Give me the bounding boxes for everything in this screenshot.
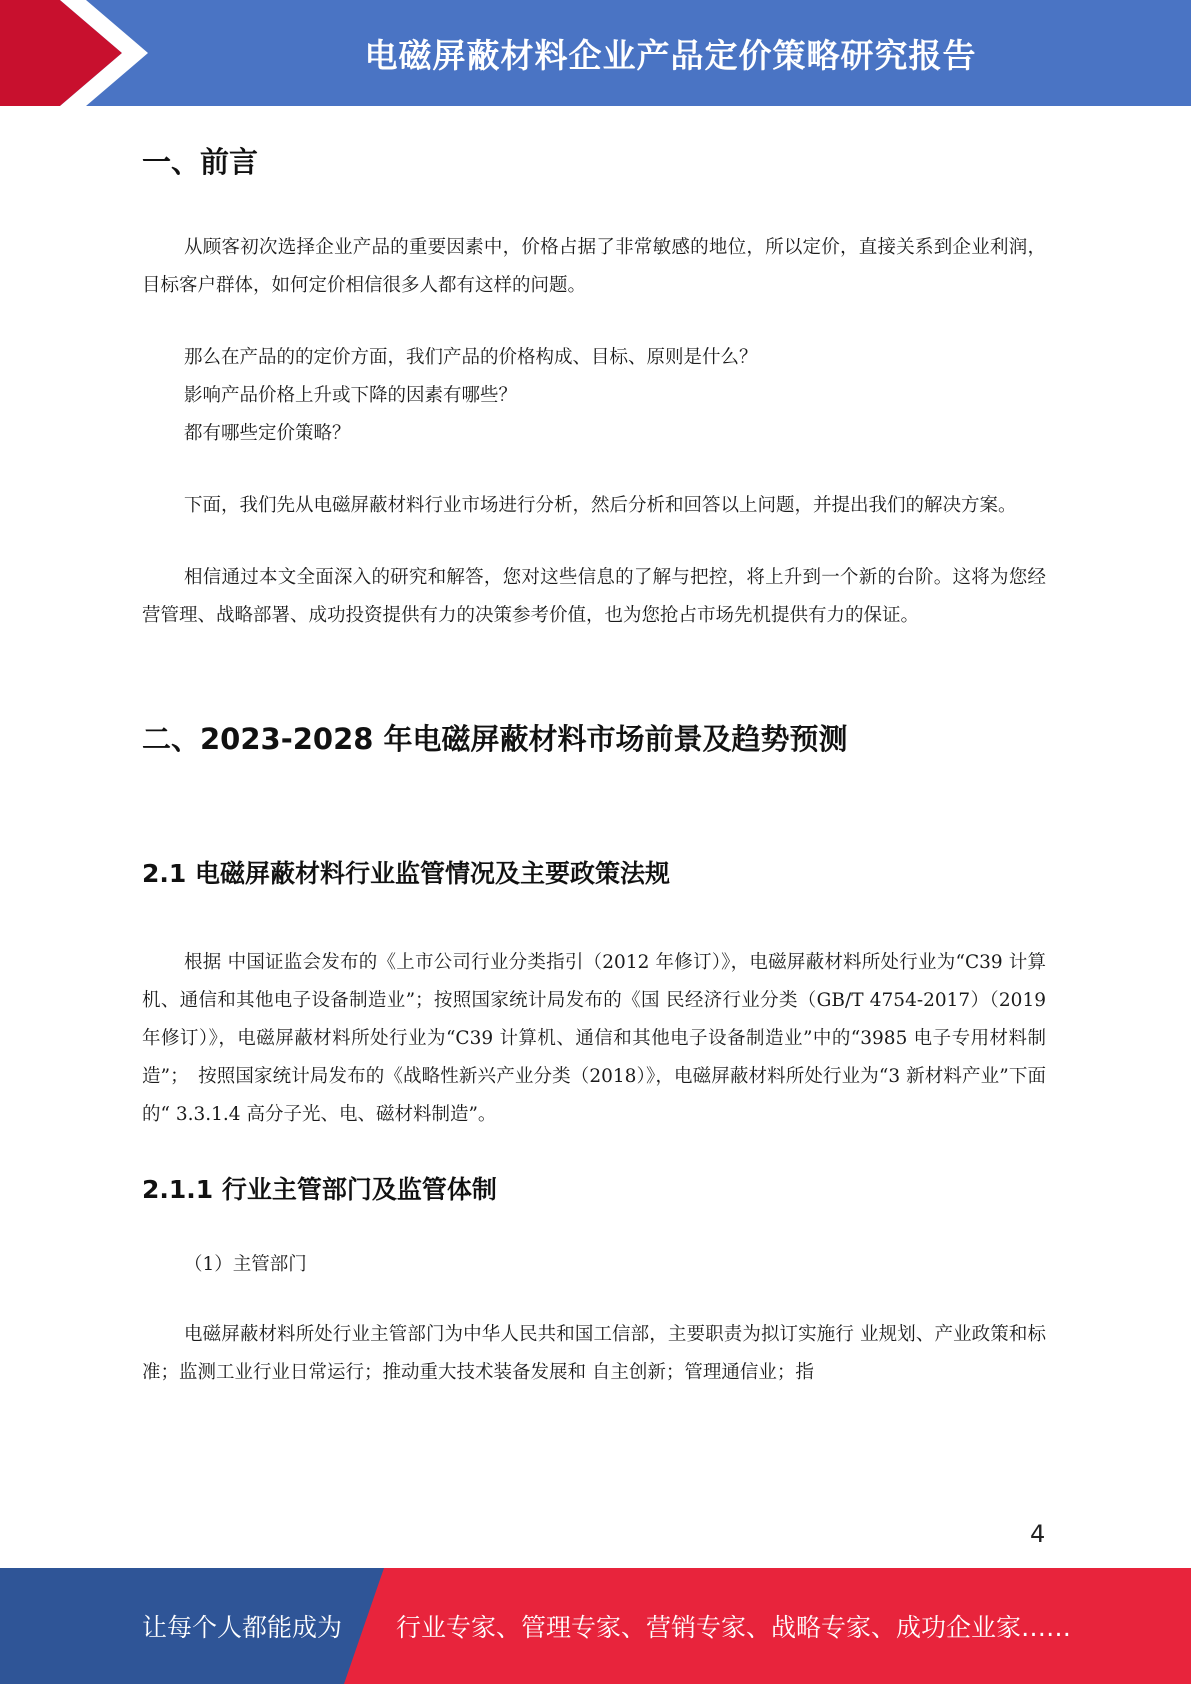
preface-paragraph-2: 下面，我们先从电磁屏蔽材料行业市场进行分析，然后分析和回答以上问题，并提出我们的解决方案。 [184,495,1017,516]
preface-question-1: 那么在产品的的定价方面，我们产品的价格构成、目标、原则是什么？ [184,347,758,368]
regulation-paragraph-1: 根据 中国证监会发布的《上市公司行业分类指引（2012 年修订）》，电磁屏蔽材料所处行业为“C39 计算机、通信和其他电子设备制造业”；按照国家统计局发布的《国 民经济行业分类（GB/T 4754-2017）（2019 年修订）》，电磁屏蔽材料所处行业为“C39 计算机、通信和其他电子设备制造业”中的“3985 电子专用材料制造”； 按照国家统计局发布的《战略性新兴产业分类（2018）》，电磁屏蔽材料所处行业为“3 新材料产业”下面的“ 3.3.1.4 高分子光、电、磁材料制造”。 [142,952,1046,1125]
subsection-heading-regulation: 2.1 电磁屏蔽材料行业监管情况及主要政策法规 [142,859,670,888]
preface-question-2: 影响产品价格上升或下降的因素有哪些？ [184,385,518,406]
subsection-heading-authorities: 2.1.1 行业主管部门及监管体制 [142,1175,497,1204]
page-number: 4 [1030,1520,1046,1548]
footer-slogan-right: 行业专家、管理专家、营销专家、战略专家、成功企业家…… [396,1613,1072,1642]
authorities-paragraph-1: 电磁屏蔽材料所处行业主管部门为中华人民共和国工信部，主要职责为拟订实施行 业规划、产业政策和标准；监测工业行业日常运行；推动重大技术装备发展和 自主创新；管理通信业；指 [142,1324,1046,1383]
section-heading-forecast: 二、2023-2028 年电磁屏蔽材料市场前景及趋势预测 [142,722,848,756]
preface-question-3: 都有哪些定价策略？ [184,423,351,444]
list-item-authority: （1）主管部门 [184,1254,307,1275]
footer-slogan-left: 让每个人都能成为 [142,1613,343,1642]
footer-banner [0,1568,1191,1684]
document-body [142,130,1046,1392]
header-banner [0,0,1191,110]
preface-paragraph-1: 从顾客初次选择企业产品的重要因素中，价格占据了非常敏感的地位，所以定价，直接关系到企业利润，目标客户群体，如何定价相信很多人都有这样的问题。 [142,237,1046,296]
report-title: 电磁屏蔽材料企业产品定价策略研究报告 [364,35,977,75]
preface-paragraph-3: 相信通过本文全面深入的研究和解答，您对这些信息的了解与把控，将上升到一个新的台阶。这将为您经营管理、战略部署、成功投资提供有力的决策参考价值，也为您抢占市场先机提供有力的保证。 [142,567,1046,626]
section-heading-preface: 一、前言 [142,145,259,179]
